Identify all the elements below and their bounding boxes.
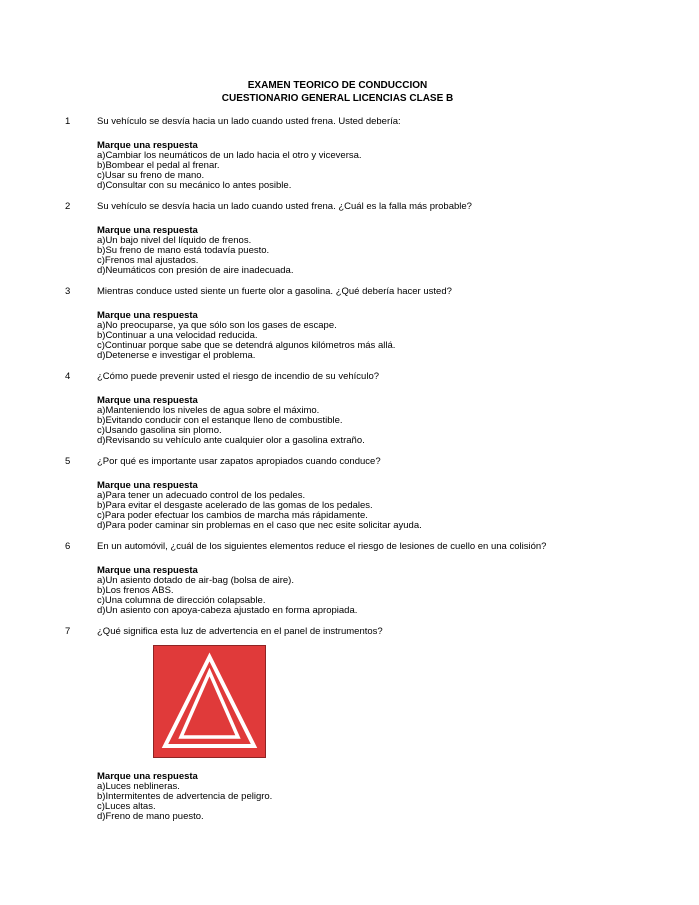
answer-option: b)Evitando conducir con el estanque lleno de combustible. <box>97 415 343 426</box>
answer-option: a)Un asiento dotado de air-bag (bolsa de aire). <box>97 575 294 586</box>
answer-option: b)Los frenos ABS. <box>97 585 174 596</box>
question-text: ¿Qué significa esta luz de advertencia en el panel de instrumentos? <box>97 626 383 637</box>
hazard-warning-light-image <box>153 645 266 758</box>
question-block-4 <box>65 372 640 446</box>
question-number: 1 <box>65 116 71 127</box>
answer-option: b)Para evitar el desgaste acelerado de las gomas de los pedales. <box>97 500 373 511</box>
answer-option: c)Luces altas. <box>97 801 156 812</box>
answer-option: c)Una columna de dirección colapsable. <box>97 595 266 606</box>
document-title-line1: EXAMEN TEORICO DE CONDUCCION <box>247 80 428 91</box>
question-number: 7 <box>65 626 71 637</box>
question-number: 4 <box>65 371 71 382</box>
answer-prompt: Marque una respuesta <box>97 480 198 491</box>
question-text: ¿Por qué es importante usar zapatos apropiados cuando conduce? <box>97 456 381 467</box>
answer-option: d)Revisando su vehículo ante cualquier olor a gasolina extraño. <box>97 435 365 446</box>
document-title-line2: CUESTIONARIO GENERAL LICENCIAS CLASE B <box>221 93 454 104</box>
answer-prompt: Marque una respuesta <box>97 310 198 321</box>
answer-option: d)Un asiento con apoya-cabeza ajustado en forma apropiada. <box>97 605 358 616</box>
document-title <box>65 79 610 105</box>
answer-option: a)Manteniendo los niveles de agua sobre el máximo. <box>97 405 320 416</box>
question-number: 2 <box>65 201 71 212</box>
question-text: Su vehículo se desvía hacia un lado cuando usted frena. Usted debería: <box>97 116 401 127</box>
question-block-7 <box>65 627 640 822</box>
answer-option: b)Bombear el pedal al frenar. <box>97 160 220 171</box>
answer-prompt: Marque una respuesta <box>97 140 198 151</box>
answer-option: b)Continuar a una velocidad reducida. <box>97 330 258 341</box>
answer-prompt: Marque una respuesta <box>97 565 198 576</box>
answer-option: b)Intermitentes de advertencia de peligro. <box>97 791 273 802</box>
answer-option: c)Usar su freno de mano. <box>97 170 205 181</box>
question-number: 6 <box>65 541 71 552</box>
answer-option: a)Un bajo nivel del líquido de frenos. <box>97 235 252 246</box>
answer-option: c)Para poder efectuar los cambios de marcha más rápidamente. <box>97 510 368 521</box>
question-block-1 <box>65 117 640 191</box>
question-text: Su vehículo se desvía hacia un lado cuando usted frena. ¿Cuál es la falla más probable? <box>97 201 472 212</box>
answer-option: d)Neumáticos con presión de aire inadecuada. <box>97 265 294 276</box>
answer-prompt: Marque una respuesta <box>97 395 198 406</box>
question-block-5 <box>65 457 640 531</box>
hazard-warning-light-background <box>154 646 265 757</box>
answer-option: d)Freno de mano puesto. <box>97 811 204 822</box>
question-number: 3 <box>65 286 71 297</box>
question-block-2 <box>65 202 640 276</box>
question-text: ¿Cómo puede prevenir usted el riesgo de incendio de su vehículo? <box>97 371 380 382</box>
question-block-3 <box>65 287 640 361</box>
answer-prompt: Marque una respuesta <box>97 771 198 782</box>
answer-option: a)Cambiar los neumáticos de un lado hacia el otro y viceversa. <box>97 150 362 161</box>
answer-option: c)Usando gasolina sin plomo. <box>97 425 222 436</box>
answer-option: d)Para poder caminar sin problemas en el caso que nec esite solicitar ayuda. <box>97 520 422 531</box>
question-list <box>65 117 640 822</box>
question-number: 5 <box>65 456 71 467</box>
question-text: En un automóvil, ¿cuál de los siguientes elementos reduce el riesgo de lesiones de cuello en una colisión? <box>97 541 547 552</box>
answer-option: d)Detenerse e investigar el problema. <box>97 350 256 361</box>
answer-option: a)Luces neblineras. <box>97 781 180 792</box>
answer-prompt: Marque una respuesta <box>97 225 198 236</box>
answer-option: c)Continuar porque sabe que se detendrá algunos kilómetros más allá. <box>97 340 396 351</box>
question-block-6 <box>65 542 640 616</box>
answer-option: a)No preocuparse, ya que sólo son los gases de escape. <box>97 320 337 331</box>
answer-option: c)Frenos mal ajustados. <box>97 255 199 266</box>
question-text: Mientras conduce usted siente un fuerte olor a gasolina. ¿Qué debería hacer usted? <box>97 286 452 297</box>
answer-option: d)Consultar con su mecánico lo antes posible. <box>97 180 292 191</box>
answer-option: a)Para tener un adecuado control de los pedales. <box>97 490 306 501</box>
answer-option: b)Su freno de mano está todavía puesto. <box>97 245 270 256</box>
